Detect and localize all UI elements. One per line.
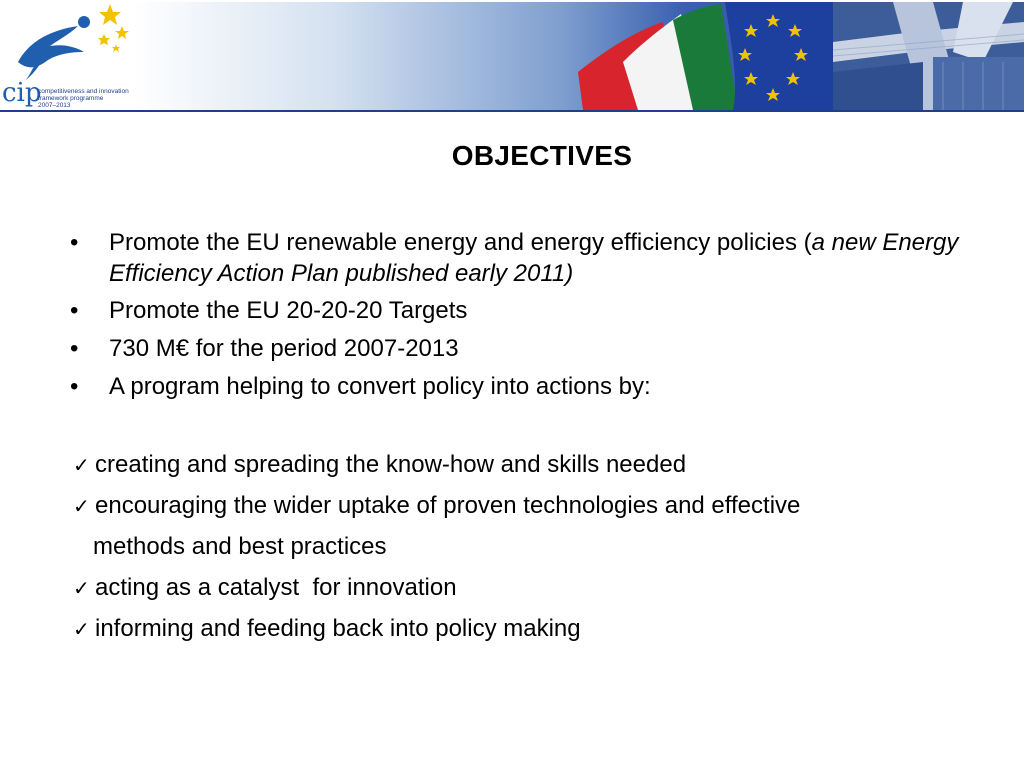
bullet-text: 730 M€ for the period 2007-2013 bbox=[109, 335, 459, 362]
bullet-marker: • bbox=[70, 335, 79, 362]
header-banner bbox=[0, 0, 1024, 111]
bullet-item bbox=[70, 333, 970, 364]
bullet-text bbox=[109, 227, 969, 289]
check-text: creating and spreading the know-how and skills needed bbox=[95, 451, 687, 478]
check-text-continuation: methods and best practices bbox=[93, 533, 387, 560]
bullet-text: Promote the EU 20-20-20 Targets bbox=[109, 297, 468, 324]
italian-flag-icon bbox=[578, 4, 738, 110]
bullet-item bbox=[70, 371, 970, 402]
bullet-item bbox=[70, 227, 970, 289]
logo-tagline-line: competitiveness and innovation bbox=[38, 88, 129, 95]
check-text: encouraging the wider uptake of proven technologies and effective bbox=[95, 492, 801, 519]
logo-tagline-line: 2007–2013 bbox=[38, 102, 71, 109]
check-item bbox=[73, 449, 973, 481]
bullet-marker: • bbox=[70, 229, 79, 256]
flags-illustration bbox=[133, 2, 1024, 110]
check-text: informing and feeding back into policy making bbox=[95, 615, 581, 642]
check-item bbox=[73, 613, 973, 645]
bullet-text-main: Promote the EU renewable energy and energy efficiency policies ( bbox=[109, 229, 812, 256]
slide-title: OBJECTIVES bbox=[451, 140, 633, 171]
checkmark-icon: ✓ bbox=[73, 453, 90, 477]
check-item bbox=[73, 490, 973, 522]
banner-photo-strip bbox=[133, 2, 1024, 110]
bullet-text: A program helping to convert policy into actions by: bbox=[109, 373, 651, 400]
bullet-item bbox=[70, 295, 970, 326]
bullet-marker: • bbox=[70, 297, 79, 324]
logo-wordmark: cip bbox=[2, 78, 42, 108]
checkmark-icon: ✓ bbox=[73, 617, 90, 641]
cip-logo bbox=[0, 0, 133, 110]
bullet-marker: • bbox=[70, 373, 79, 400]
checkmark-icon: ✓ bbox=[73, 576, 90, 600]
header-divider bbox=[0, 110, 1024, 112]
logo-tagline-line: framework programme bbox=[38, 95, 104, 102]
check-text: acting as a catalyst for innovation bbox=[95, 574, 457, 601]
check-item bbox=[73, 572, 973, 604]
bullet-text-italic: a new Energy Efficiency Action Plan published early 2011) bbox=[109, 229, 959, 287]
checkmark-icon: ✓ bbox=[73, 494, 90, 518]
building-icon bbox=[833, 2, 1024, 110]
eu-flag-icon bbox=[725, 2, 833, 110]
